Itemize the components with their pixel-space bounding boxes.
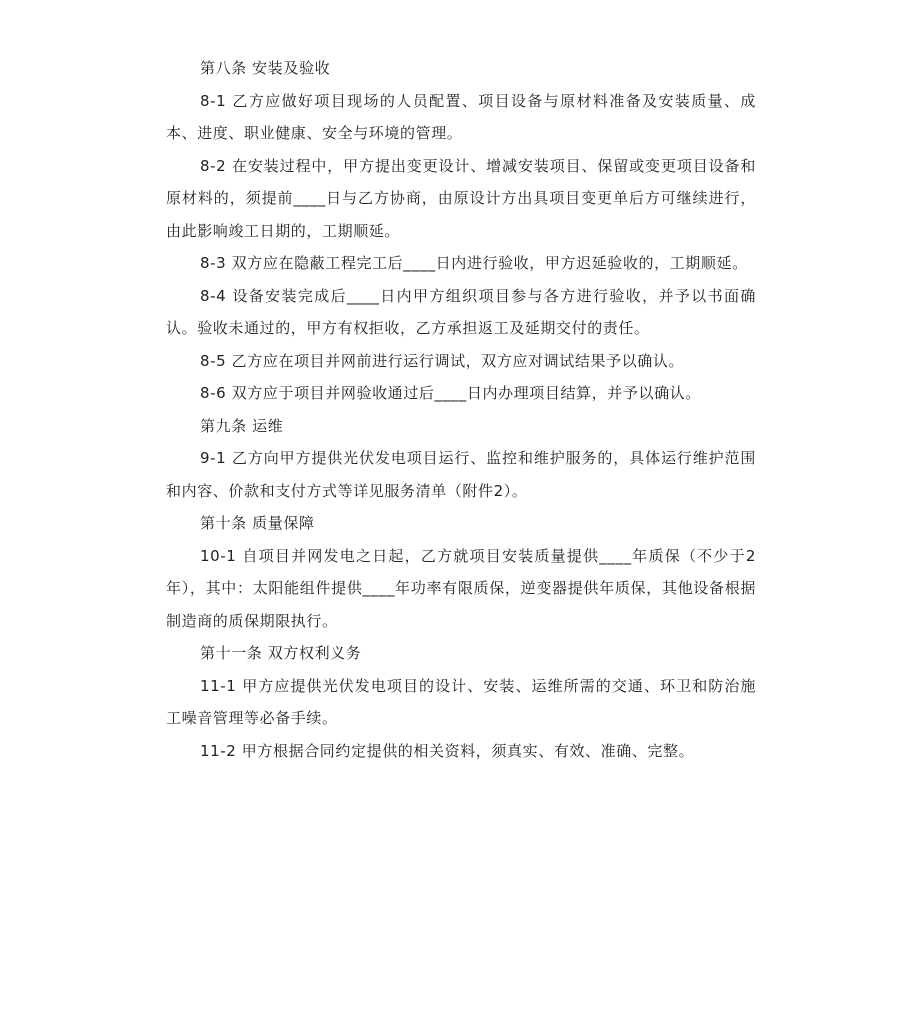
clause-8-2: 8-2 在安装过程中，甲方提出变更设计、增减安装项目、保留或变更项目设备和原材料的，须提前____日与乙方协商，由原设计方出具项目变更单后方可继续进行，由此影响竣工日期的，工期顺延。	[166, 156, 756, 240]
article-8-heading: 第八条 安装及验收	[200, 59, 331, 77]
clause-10-1: 10-1 自项目并网发电之日起，乙方就项目安装质量提供____年质保（不少于2年），其中：太阳能组件提供____年功率有限质保，逆变器提供年质保，其他设备根据制造商的质保期限执行。	[166, 546, 756, 630]
clause-11-2: 11-2 甲方根据合同约定提供的相关资料，须真实、有效、准确、完整。	[200, 741, 695, 760]
article-9-heading: 第九条 运维	[200, 416, 284, 435]
article-11-heading: 第十一条 双方权利义务	[200, 644, 362, 662]
clause-11-1: 11-1 甲方应提供光伏发电项目的设计、安装、运维所需的交通、环卫和防治施工噪音管理等必备手续。	[166, 676, 756, 727]
clause-8-5: 8-5 乙方应在项目并网前进行运行调试，双方应对调试结果予以确认。	[200, 351, 685, 370]
article-10-heading: 第十条 质量保障	[200, 514, 315, 532]
document-body	[166, 52, 756, 767]
clause-8-4: 8-4 设备安装完成后____日内甲方组织项目参与各方进行验收，并予以书面确认。验收未通过的，甲方有权拒收，乙方承担返工及延期交付的责任。	[166, 286, 756, 337]
clause-8-6: 8-6 双方应于项目并网验收通过后____日内办理项目结算，并予以确认。	[200, 384, 701, 402]
clause-9-1: 9-1 乙方向甲方提供光伏发电项目运行、监控和维护服务的，具体运行维护范围和内容、价款和支付方式等详见服务清单（附件2）。	[166, 449, 756, 500]
clause-8-1: 8-1 乙方应做好项目现场的人员配置、项目设备与原材料准备及安装质量、成本、进度、职业健康、安全与环境的管理。	[166, 91, 756, 142]
clause-8-3: 8-3 双方应在隐蔽工程完工后____日内进行验收，甲方迟延验收的，工期顺延。	[200, 254, 748, 272]
